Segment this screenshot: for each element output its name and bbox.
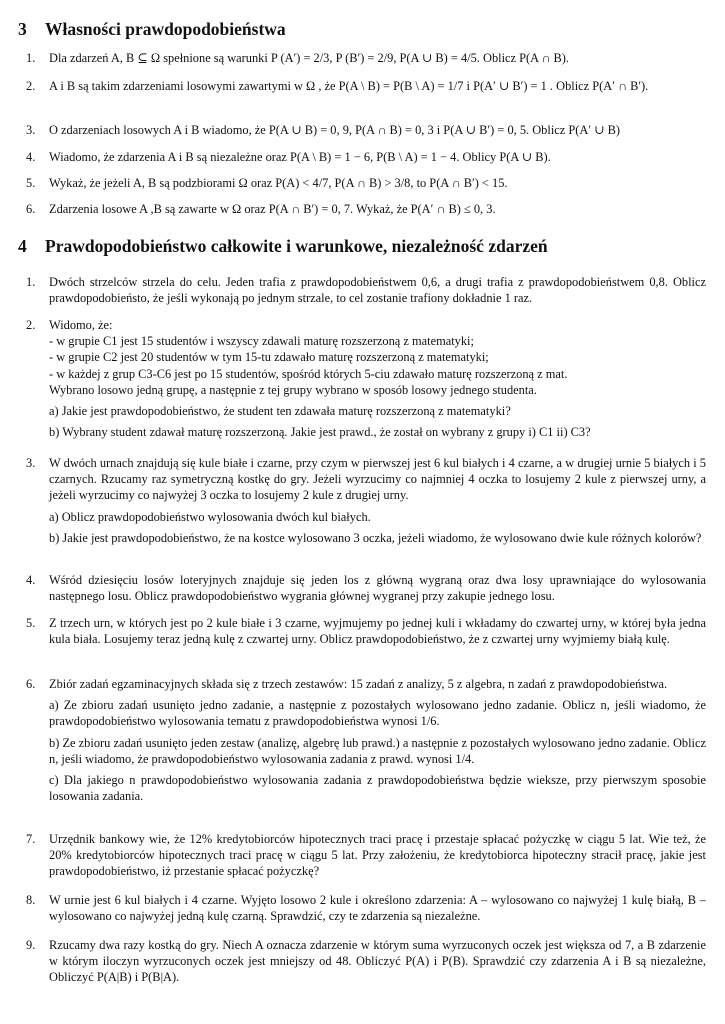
s4-problem-7 [26, 831, 706, 880]
problem-number: 7. [26, 832, 36, 846]
problem-number: 8. [26, 893, 36, 907]
problem-text: Rzucamy dwa razy kostką do gry. Niech A oznacza zdarzenie w którym suma wyrzuconych oczek jest większa od 7, a B zdarzenie w którym iloczyn wyrzuconych oczek jest mniejszy od 48. Obliczyć P(A) i P(B). Sprawdzić czy zdarzenia A i B są niezależne, Obliczyć P(A|B) i P(B|A). [49, 938, 706, 985]
subquestion-b: b) Wybrany student zdawał maturę rozszerzoną. Jakie jest prawd., że został on wybrany z grupy i) C1 ii) C3? [49, 425, 591, 440]
section-4-heading [18, 236, 548, 256]
section-3-title: Własności prawdopodobieństwa [45, 19, 286, 39]
s4-problem-1 [26, 274, 706, 306]
s4-problem-3 [26, 455, 706, 546]
problem-text: Z trzech urn, w których jest po 2 kule białe i 3 czarne, wyjmujemy po jednej kuli i wkładamy do czwartej urny, w której była jedna kula biała. Losujemy teraz jedną kulę z czwartej urny. Oblicz prawdopodobieństwo, że z czwartej urny wyjmiemy białą kulę. [49, 616, 706, 647]
subquestion-c: c) Dla jakiego n prawdopodobieństwo wylosowania zadania z prawdopodobieństwa będzie wieksze, przy pierwszym sposobie losowania zadania. [49, 773, 706, 804]
s3-problem-2 [26, 78, 706, 94]
problem-text: Urzędnik bankowy wie, że 12% kredytobiorców hipotecznych traci pracę i przestaje spłacać pożyczkę w ciągu 5 lat. Wie też, że 20% kredytobiorców hipotecznych traci pracę w ciągu 5 lat. Przy założeniu, że kredytobiorca hipoteczny stracił pracę, jakie jest prawdopodobieństwo, iż przestanie spłacać pożyczkę? [49, 832, 706, 879]
problem-text-line: - w każdej z grup C3-C6 jest po 15 studentów, spośród których 5-ciu zdawało maturę rozszerzoną z mat. [49, 366, 568, 381]
problem-number: 4. [26, 150, 36, 164]
section-3-heading [18, 19, 286, 39]
problem-text: A i B są takim zdarzeniami losowymi zawartymi w Ω , że P(A \ B) = P(B \ A) = 1/7 i P(A′ ∪ B′) = 1 . Oblicz P(A′ ∩ B′). [49, 79, 649, 93]
s4-problem-2 [26, 317, 706, 440]
problem-text: Wykaż, że jeżeli A, B są podzbiorami Ω oraz P(A) < 4/7, P(A ∩ B) > 3/8, to P(A ∩ B′) < 15. [49, 176, 508, 190]
problem-text-line: Wybrano losowo jedną grupę, a następnie z tej grupy wybrano w sposób losowy jednego studenta. [49, 382, 537, 397]
problem-text: Wiadomo, że zdarzenia A i B są niezależne oraz P(A \ B) = 1 − 6, P(B \ A) = 1 − 4. Oblicy P(A ∪ B). [49, 150, 551, 164]
subquestion-b: b) Jakie jest prawdopodobieństwo, że na kostce wylosowano 3 oczka, jeżeli wiadomo, że wylosowano dwie kule różnych kolorów? [49, 530, 702, 545]
subquestion-a: a) Ze zbioru zadań usunięto jedno zadanie, a następnie z pozostałych wylosowano jedno zadanie. Oblicz n, jeśli wiadomo, że prawdopodobieństwo wylosowania tematu z prawdopodobieństwa wynosi 1/6. [49, 698, 706, 729]
s4-problem-4 [26, 572, 706, 604]
s4-problem-5 [26, 615, 706, 647]
problem-text-line: - w grupie C1 jest 15 studentów i wszyscy zdawali maturę rozszerzoną z matematyki; [49, 334, 474, 349]
problem-text: Zdarzenia losowe A ,B są zawarte w Ω oraz P(A ∩ B′) = 0, 7. Wykaż, że P(A′ ∩ B) ≤ 0, 3. [49, 202, 496, 216]
s3-problem-3 [26, 122, 706, 138]
s3-problem-4 [26, 149, 706, 165]
problem-text: Dla zdarzeń A, B ⊆ Ω spełnione są warunki P (A′) = 2/3, P (B′) = 2/9, P(A ∪ B) = 4/5. Oblicz P(A ∩ B). [49, 51, 570, 65]
problem-text: Wśród dziesięciu losów loteryjnych znajduje się jeden los z główną wygraną oraz dwa losy uprawniające do wylosowania następnego losu. Oblicz prawdopodobieństwo wygrania głównej wygranej przy zakupie jednego losu. [49, 573, 706, 604]
problem-number: 9. [26, 938, 36, 952]
problem-text: O zdarzeniach losowych A i B wiadomo, że P(A ∪ B) = 0, 9, P(A ∩ B) = 0, 3 i P(A ∪ B′) = 0, 5. Oblicz P(A′ ∪ B) [49, 123, 621, 137]
s4-problem-8 [26, 892, 706, 924]
s4-problem-9 [26, 937, 706, 986]
section-4-title: Prawdopodobieństwo całkowite i warunkowe, niezależność zdarzeń [45, 236, 548, 256]
s3-problem-1 [26, 50, 706, 66]
problem-number: 5. [26, 176, 36, 190]
problem-number: 1. [26, 51, 36, 65]
subquestion-a: a) Oblicz prawdopodobieństwo wylosowania dwóch kul białych. [49, 509, 371, 524]
problem-text: Dwóch strzelców strzela do celu. Jeden trafia z prawdopodobieństwem 0,6, a drugi trafia z prawdopodobieństwem 0,8. Oblicz prawdopodobieństo, że jeśli wykonają po jednym strzale, to cel zostanie trafiony dokładnie 1 raz. [49, 275, 706, 306]
s4-problem-6 [26, 676, 706, 804]
problem-text-line: Widomo, że: [49, 318, 113, 332]
problem-text-line: - w grupie C2 jest 20 studentów w tym 15-tu zdawało maturę rozszerzoną z matematyki; [49, 350, 489, 365]
subquestion-b: b) Ze zbioru zadań usunięto jeden zestaw (analizę, algebrę lub prawd.) a następnie z pozostałych wylosowano jedno zadanie. Oblicz n, jeśli wiadomo, że prawdopodobieństwo wylosowania zadania z prawd. wynosi 1/4. [49, 735, 706, 766]
problem-number: 5. [26, 616, 36, 630]
problem-number: 3. [26, 123, 36, 137]
section-4-number: 4 [18, 236, 27, 256]
problem-number: 6. [26, 202, 36, 216]
problem-text: W dwóch urnach znajdują się kule białe i czarne, przy czym w pierwszej jest 6 kul białych i 4 czarne, a w drugiej urnie 5 białych i 5 czarnych. Rzucamy raz symetryczną kostkę do gry. Jeżeli wyrzucimy co najmniej 4 oczka to losujemy 2 kule z pierwszej urny, a jeżeli wyrzucimy co najwyżej 3 oczka to losujemy 2 kule z drugiej urny. [49, 456, 706, 503]
section-3-number: 3 [18, 19, 27, 39]
problem-number: 2. [26, 79, 36, 93]
problem-number: 4. [26, 573, 36, 587]
problem-number: 1. [26, 275, 36, 289]
problem-text: W urnie jest 6 kul białych i 4 czarne. Wyjęto losowo 2 kule i określono zdarzenia: A – wylosowano co najwyżej 1 kulę białą, B – wylosowano co najwyżej jedną kulę czarną. Sprawdzić, czy te zdarzenia są niezależne. [49, 893, 706, 924]
s3-problem-5 [26, 175, 706, 191]
problem-number: 2. [26, 318, 36, 332]
problem-number: 6. [26, 677, 36, 691]
s3-problem-6 [26, 201, 706, 217]
problem-text: Zbiór zadań egzaminacyjnych składa się z trzech zestawów: 15 zadań z analizy, 5 z algebra, n zadań z prawdopodobieństwa. [49, 677, 668, 691]
problem-number: 3. [26, 456, 36, 470]
subquestion-a: a) Jakie jest prawdopodobieństwo, że student ten zdawała maturę rozszerzoną z matematyki? [49, 404, 511, 419]
